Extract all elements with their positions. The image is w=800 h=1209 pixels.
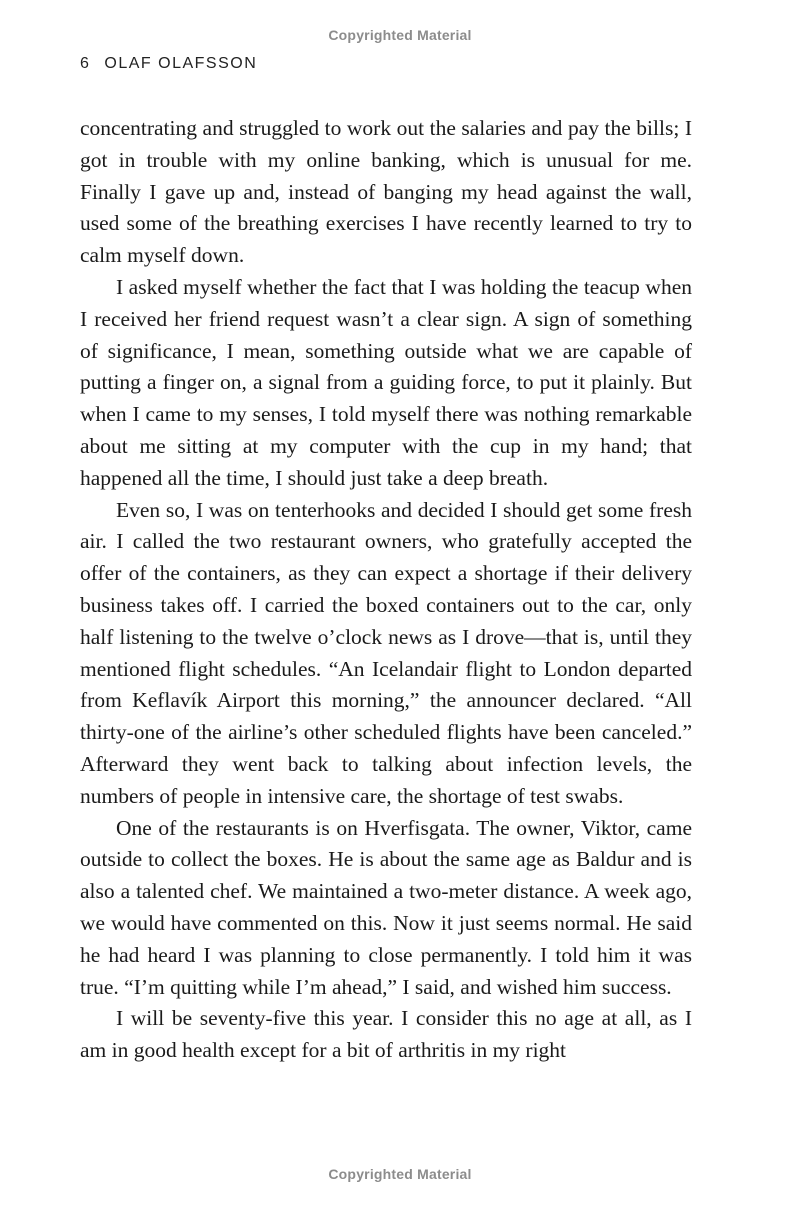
copyright-watermark-bottom: Copyrighted Material — [328, 1166, 472, 1182]
author-name: OLAF OLAFSSON — [104, 55, 258, 72]
page-body — [80, 113, 692, 1067]
paragraph-5: I will be seventy-five this year. I consider this no age at all, as I am in good health except for a bit of arthritis in my right — [80, 1006, 692, 1063]
paragraph-2: I asked myself whether the fact that I was holding the teacup when I received her friend request wasn’t a clear sign. A sign of something of significance, I mean, something outside what we are capable of putting a finger on, a signal from a guiding force, to put it plainly. But when I came to my senses, I told myself there was nothing remarkable about me sitting at my computer with the cup in my hand; that happened all the time, I should just take a deep breath. — [80, 274, 692, 490]
paragraph-3: Even so, I was on tenterhooks and decided I should get some fresh air. I called the two restaurant owners, who gratefully accepted the offer of the containers, as they can expect a shortage if their delivery business takes off. I carried the boxed containers out to the car, only half listening to the twelve o’clock news as I drove—that is, until they mentioned flight schedules. “An Icelandair flight to London departed from Keflavík Airport this morning,” the announcer declared. “All thirty-one of the airline’s other scheduled flights have been canceled.” Afterward they went back to talking about infection levels, the numbers of people in intensive care, the shortage of test swabs. — [80, 497, 692, 808]
copyright-watermark-top: Copyrighted Material — [328, 27, 472, 43]
paragraph-4: One of the restaurants is on Hverfisgata. The owner, Viktor, came outside to collect the boxes. He is about the same age as Baldur and is also a talented chef. We maintained a two-meter distance. A week ago, we would have commented on this. Now it just seems normal. He said he had heard I was planning to close permanently. I told him it was true. “I’m quitting while I’m ahead,” I said, and wished him success. — [80, 815, 692, 999]
paragraph-1: concentrating and struggled to work out the salaries and pay the bills; I got in trouble with my online banking, which is unusual for me. Finally I gave up and, instead of banging my head against the wall, used some of the breathing exercises I have recently learned to try to calm myself down. — [80, 116, 692, 268]
running-head — [80, 55, 257, 73]
page-number: 6 — [80, 55, 91, 72]
